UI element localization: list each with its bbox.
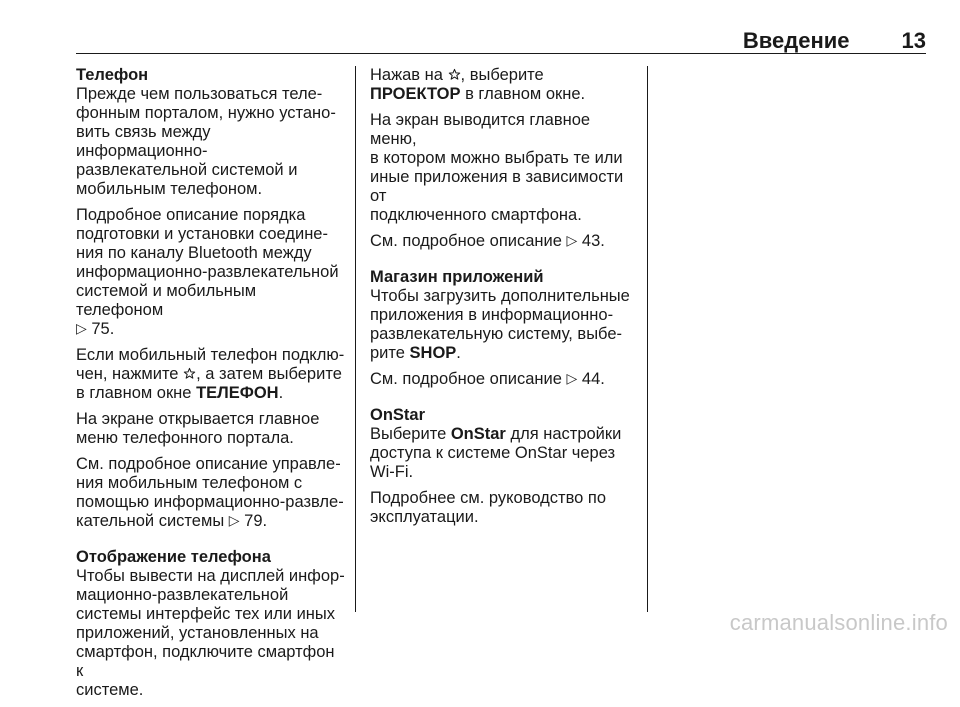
paragraph: ПРОЕКТОР в главном окне. (370, 85, 586, 103)
paragraph: Прежде чем пользоваться теле- фонным порталом, нужно устано- вить связь между информационно- развлекательной системой и мобильным телефоном. (76, 85, 336, 198)
paragraph: Выберите OnStar для настройки доступа к системе OnStar через Wi-Fi. (370, 425, 622, 481)
menu-label-shop: SHOP (409, 344, 457, 362)
menu-label-projector: ПРОЕКТОР (370, 85, 461, 103)
page-ref[interactable]: 75. (91, 320, 115, 338)
page-ref[interactable]: 44. (581, 370, 605, 388)
section-title-phone: Телефон (76, 66, 149, 84)
paragraph: См. подробное описание управле- ния мобильным телефоном с помощью информационно-развле- кательной системы ▷ 79. (76, 455, 344, 530)
paragraph: Чтобы вывести на дисплей инфор- мационно-развлекательной системы интерфейс тех или иных приложений, установленных на смартфон, подключите смартфон к системе. (76, 567, 345, 699)
menu-label-phone: ТЕЛЕФОН (196, 384, 279, 402)
section-title-onstar: OnStar (370, 406, 426, 424)
ref-arrow-icon: ▷ (566, 370, 578, 386)
column-divider (647, 66, 648, 612)
paragraph: См. подробное описание ▷ 44. (370, 370, 605, 388)
star-home-icon (448, 68, 461, 81)
ref-arrow-icon: ▷ (566, 232, 578, 248)
watermark: carmanualsonline.info (729, 610, 948, 635)
paragraph: На экран выводится главное меню, в котором можно выбрать те или иные приложения в зависимости от подключенного смартфона. (370, 111, 624, 224)
paragraph: Нажав на , выберите (370, 66, 544, 84)
page-ref[interactable]: 79. (244, 512, 268, 530)
ref-arrow-icon: ▷ (228, 512, 240, 528)
paragraph: См. подробное описание ▷ 43. (370, 232, 605, 250)
header-rule (76, 53, 926, 54)
paragraph: Подробнее см. руководство по эксплуатации. (370, 489, 607, 526)
paragraph: На экране открывается главное меню телефонного портала. (76, 410, 320, 447)
column-divider (355, 66, 356, 612)
star-home-icon (183, 367, 196, 380)
paragraph: Если мобильный телефон подклю- чен, нажмите , а затем выберите в главном окне ТЕЛЕФОН. (76, 346, 345, 402)
page-title: Введение (742, 28, 850, 53)
column-left (76, 66, 346, 707)
paragraph: Подробное описание порядка подготовки и установки соедине- ния по каналу Bluetooth между информационно-развлекательной системой и мобильным телефоном ▷ 75. (76, 206, 339, 338)
page-ref[interactable]: 43. (581, 232, 605, 250)
section-title-app-store: Магазин приложений (370, 268, 544, 286)
paragraph: Чтобы загрузить дополнительные приложения в информационно- развлекательную систему, выбе- рите SHOP. (370, 287, 630, 362)
page-header (76, 28, 926, 52)
column-middle (370, 66, 638, 534)
section-title-phone-display: Отображение телефона (76, 548, 271, 566)
menu-label-onstar: OnStar (450, 425, 506, 443)
page-number: 13 (901, 28, 926, 53)
ref-arrow-icon: ▷ (76, 320, 87, 336)
